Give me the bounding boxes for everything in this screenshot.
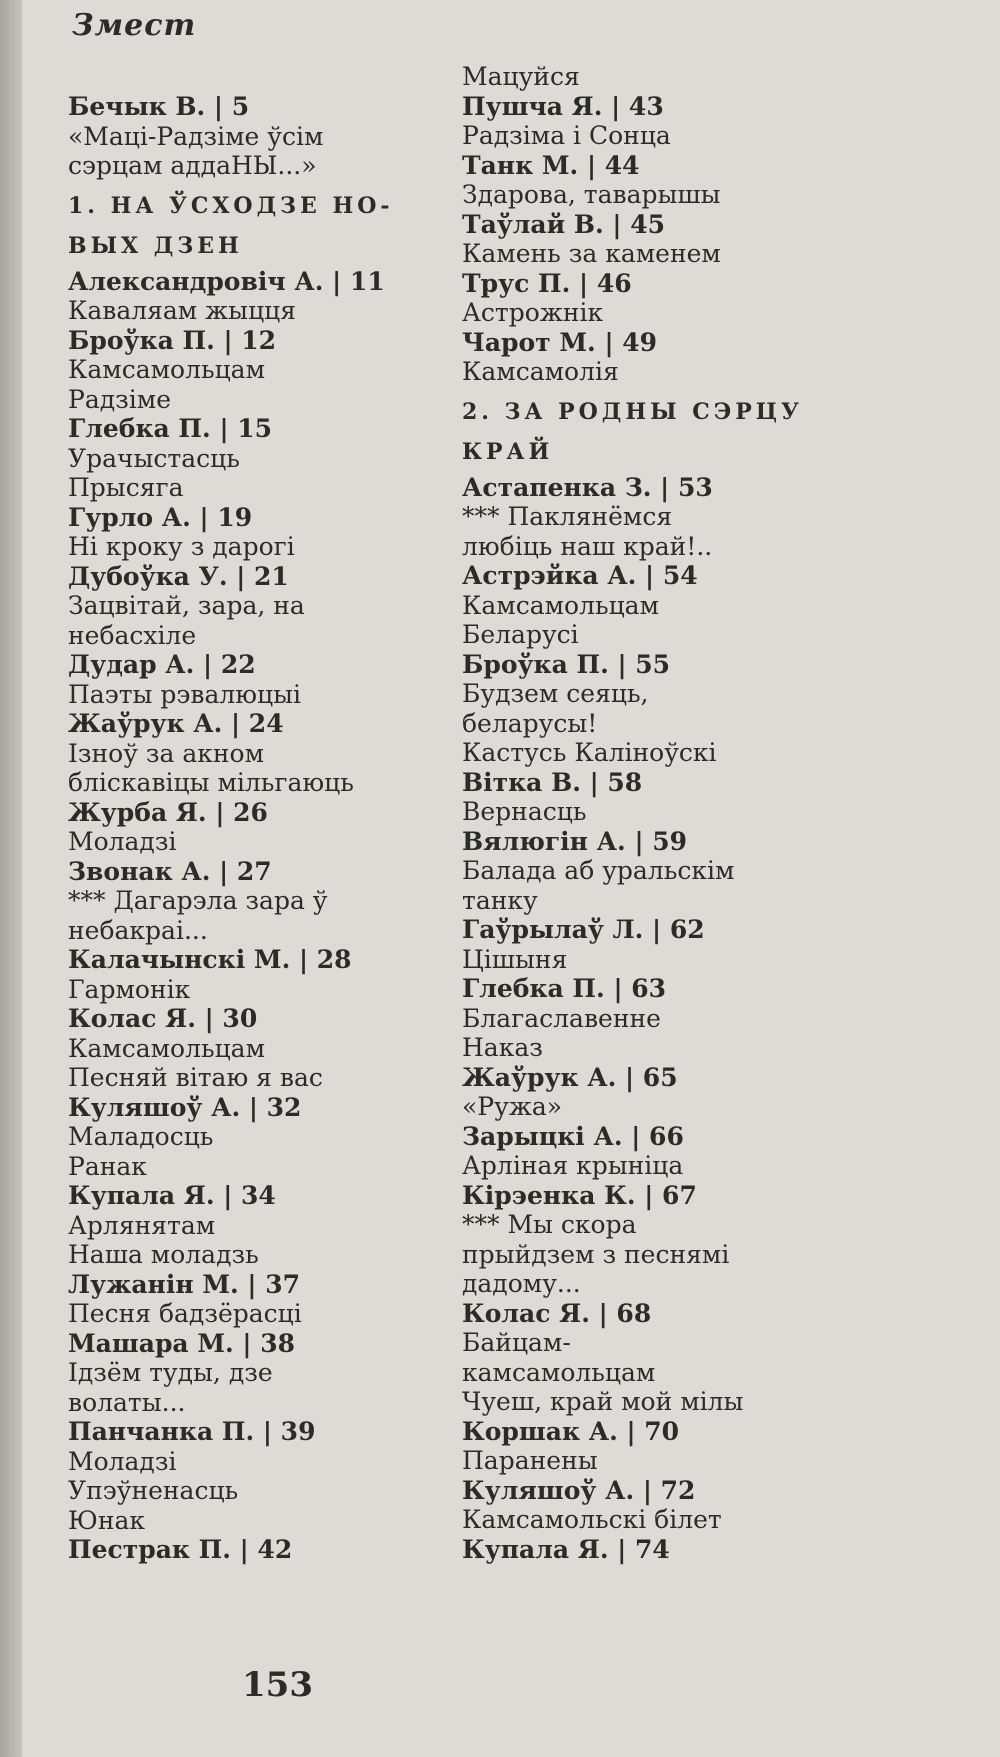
toc-title-entry: Цішыня bbox=[462, 944, 568, 974]
toc-author-entry: Дудар А. | 22 bbox=[68, 650, 256, 679]
toc-title-entry: *** Паклянёмся bbox=[462, 502, 673, 531]
toc-title-entry: Чуеш, край мой мілы bbox=[462, 1387, 744, 1416]
toc-author-entry: Жаўрук А. | 24 bbox=[68, 709, 284, 738]
toc-title-entry: Радзіма і Сонца bbox=[462, 121, 671, 150]
toc-author-entry: Трус П. | 46 bbox=[462, 268, 632, 298]
book-binding-shadow bbox=[0, 0, 22, 1757]
toc-title-entry: Будзем сеяць, bbox=[462, 679, 649, 708]
toc-title-entry: Моладзі bbox=[68, 827, 177, 856]
toc-title-entry: Урачыстасць bbox=[68, 443, 240, 473]
toc-author-entry: Калачынскі М. | 28 bbox=[68, 945, 352, 974]
toc-author-entry: Гурло А. | 19 bbox=[68, 502, 253, 532]
toc-author-entry: Пушча Я. | 43 bbox=[462, 91, 664, 121]
toc-title-entry: Зацвітай, зара, на bbox=[68, 591, 305, 620]
toc-author-entry: Астрэйка А. | 54 bbox=[462, 561, 698, 590]
toc-title-entry: «Ружа» bbox=[462, 1092, 563, 1121]
toc-author-entry: Глебка П. | 63 bbox=[462, 974, 667, 1003]
toc-title-entry: Камсамолія bbox=[462, 357, 619, 386]
toc-title-entry: Камсамольскі білет bbox=[462, 1505, 722, 1534]
toc-author-entry: Чарот М. | 49 bbox=[462, 327, 658, 357]
toc-title-entry: дадому... bbox=[462, 1269, 581, 1298]
toc-title-entry: Ні кроку з дарогі bbox=[68, 532, 295, 561]
toc-title-entry: камсамольцам bbox=[462, 1357, 656, 1387]
toc-title-entry: Упэўненасць bbox=[68, 1476, 239, 1505]
toc-title-entry: Каваляам жыцця bbox=[68, 296, 297, 325]
page-heading: Змест bbox=[72, 8, 197, 43]
toc-title-entry: Здарова, таварышы bbox=[462, 180, 721, 209]
toc-author-entry: Куляшоў А. | 72 bbox=[462, 1475, 696, 1505]
toc-author-entry: Таўлай В. | 45 bbox=[462, 209, 666, 239]
toc-author-entry: Лужанін М. | 37 bbox=[68, 1269, 301, 1299]
toc-author-entry: Колас Я. | 68 bbox=[462, 1298, 652, 1328]
toc-author-entry: Кірэенка К. | 67 bbox=[462, 1180, 697, 1210]
toc-author-entry: Танк М. | 44 bbox=[462, 150, 640, 180]
toc-title-entry: сэрцам аддаНЫ...» bbox=[68, 151, 317, 180]
toc-title-entry: Наказ bbox=[462, 1033, 543, 1062]
toc-author-entry: Коршак А. | 70 bbox=[462, 1416, 680, 1446]
toc-author-entry: Звонак А. | 27 bbox=[68, 856, 272, 886]
toc-title-entry: Камсамольцам bbox=[68, 355, 266, 384]
toc-author-entry: Пестрак П. | 42 bbox=[68, 1535, 293, 1564]
toc-title-entry: Песня бадзёрасці bbox=[68, 1299, 302, 1328]
toc-author-entry: Панчанка П. | 39 bbox=[68, 1417, 316, 1446]
toc-author-entry: Колас Я. | 30 bbox=[68, 1004, 258, 1033]
toc-title-entry: Камсамольцам bbox=[68, 1033, 266, 1063]
toc-author-entry: Машара М. | 38 bbox=[68, 1328, 295, 1358]
toc-title-entry: Кастусь Каліноўскі bbox=[462, 738, 717, 767]
toc-title-entry: Паранены bbox=[462, 1446, 598, 1475]
toc-title-entry: беларусы! bbox=[462, 708, 598, 738]
toc-title-entry: бліскавіцы мільгаюць bbox=[68, 768, 354, 797]
toc-title-entry: прыйдзем з песнямі bbox=[462, 1239, 730, 1269]
toc-title-entry: Вернасць bbox=[462, 797, 587, 826]
toc-section-heading: 1. НА ЎСХОДЗЕ НО- bbox=[68, 192, 394, 219]
toc-title-entry: небакраі... bbox=[68, 915, 208, 945]
toc-author-entry: Зарыцкі А. | 66 bbox=[462, 1121, 684, 1151]
toc-title-entry: Арліная крыніца bbox=[462, 1151, 684, 1180]
toc-title-entry: Радзіме bbox=[68, 384, 171, 414]
toc-section-heading: 2. ЗА РОДНЫ СЭРЦУ bbox=[462, 398, 803, 425]
toc-author-entry: Жаўрук А. | 65 bbox=[462, 1062, 678, 1092]
contents-left-column bbox=[68, 92, 488, 1565]
toc-title-entry: танку bbox=[462, 885, 538, 915]
toc-title-entry: Благаславенне bbox=[462, 1003, 661, 1033]
toc-title-entry: небасхіле bbox=[68, 620, 197, 650]
toc-title-entry: Байцам- bbox=[462, 1328, 571, 1357]
toc-title-entry: Наша моладзь bbox=[68, 1240, 259, 1269]
toc-title-entry: *** Мы скора bbox=[462, 1210, 637, 1239]
toc-title-entry: Маладосць bbox=[68, 1122, 214, 1151]
toc-title-entry: Моладзі bbox=[68, 1446, 177, 1476]
toc-author-entry: Гаўрылаў Л. | 62 bbox=[462, 915, 705, 944]
toc-title-entry: Арлянятам bbox=[68, 1210, 216, 1240]
toc-title-entry: Прысяга bbox=[68, 473, 184, 502]
page-number: 153 bbox=[242, 1665, 313, 1705]
toc-author-entry: Александровіч А. | 11 bbox=[68, 266, 385, 296]
toc-author-entry: Дубоўка У. | 21 bbox=[68, 561, 289, 591]
toc-author-entry: Броўка П. | 55 bbox=[462, 649, 671, 679]
toc-title-entry: Астрожнік bbox=[462, 298, 604, 327]
toc-title-entry: Балада аб уральскім bbox=[462, 856, 735, 885]
toc-author-entry: Вітка В. | 58 bbox=[462, 767, 643, 797]
contents-right-column bbox=[462, 62, 882, 1564]
toc-author-entry: Журба Я. | 26 bbox=[68, 797, 268, 827]
toc-title-entry: Юнак bbox=[68, 1505, 146, 1535]
toc-title-entry: волаты... bbox=[68, 1387, 186, 1417]
toc-author-entry: Бечык В. | 5 bbox=[68, 92, 250, 121]
toc-author-entry: Вялюгін А. | 59 bbox=[462, 826, 688, 856]
toc-title-entry: «Маці-Радзіме ўсім bbox=[68, 121, 324, 151]
toc-section-heading: ВЫХ ДЗЕН bbox=[68, 232, 243, 259]
toc-section-heading: КРАЙ bbox=[462, 438, 554, 465]
toc-author-entry: Глебка П. | 15 bbox=[68, 414, 273, 443]
toc-title-entry: Камень за каменем bbox=[462, 239, 721, 268]
toc-title-entry: Песняй вітаю я вас bbox=[68, 1063, 323, 1092]
toc-title-entry: любіць наш край!.. bbox=[462, 531, 713, 561]
toc-author-entry: Куляшоў А. | 32 bbox=[68, 1092, 302, 1122]
toc-author-entry: Астапенка З. | 53 bbox=[462, 472, 713, 502]
toc-title-entry: Ідзём туды, дзе bbox=[68, 1358, 273, 1387]
toc-title-entry: Ізноў за акном bbox=[68, 738, 265, 768]
toc-title-entry: Камсамольцам bbox=[462, 590, 660, 620]
toc-author-entry: Купала Я. | 34 bbox=[68, 1181, 276, 1210]
toc-title-entry: Паэты рэвалюцыі bbox=[68, 679, 301, 709]
toc-title-entry: *** Дагарэла зара ў bbox=[68, 886, 328, 915]
toc-author-entry: Броўка П. | 12 bbox=[68, 325, 277, 355]
toc-title-entry: Ранак bbox=[68, 1151, 147, 1181]
toc-title-entry: Гармонік bbox=[68, 974, 191, 1004]
toc-author-entry: Купала Я. | 74 bbox=[462, 1534, 670, 1564]
toc-title-entry: Беларусі bbox=[462, 620, 579, 649]
toc-title-entry: Мацуйся bbox=[462, 62, 580, 91]
